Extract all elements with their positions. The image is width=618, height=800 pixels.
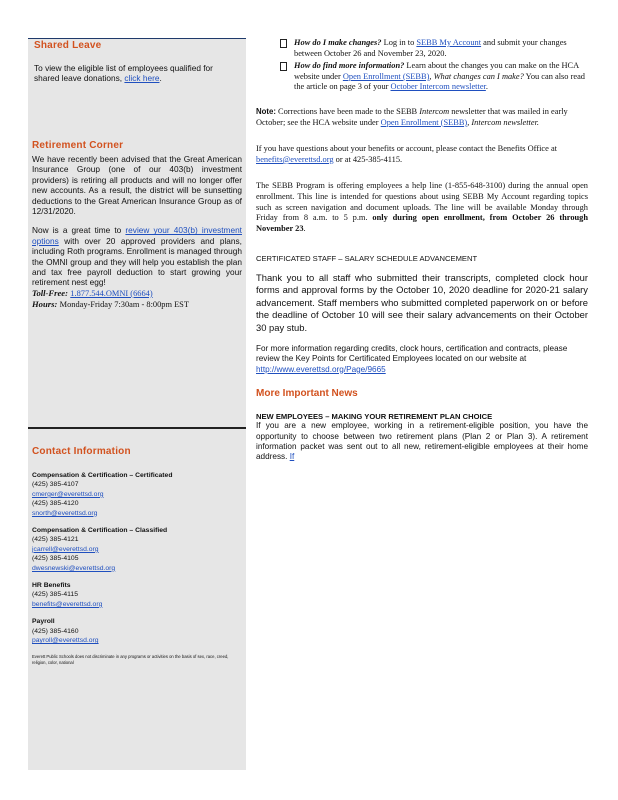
helpline-paragraph bbox=[256, 181, 588, 234]
contact-group-heading: Compensation & Certification – Classified bbox=[32, 527, 168, 535]
helpline-dates: only during open enrollment, from October 26 through November 23 bbox=[256, 213, 589, 233]
retirement-title: Retirement Corner bbox=[32, 140, 124, 151]
checkbox-bullet-icon bbox=[280, 39, 287, 48]
note-label: Note: bbox=[256, 106, 276, 116]
contact-group-heading: Compensation & Certification – Certificated bbox=[32, 472, 173, 479]
shared-leave-body: To view the eligible list of employees qualified for shared leave donations, bbox=[34, 63, 213, 84]
faq-question: How do find more information? bbox=[294, 61, 405, 71]
contact-groups bbox=[32, 471, 242, 646]
faq-item-changes bbox=[256, 38, 588, 59]
new-employees-text: If you are a new employee, working in a retirement-eligible position, you have the opportunity to choose between two retirement plans (Plan 2 or Plan 3). A retirement information packet was sent out to all new, retirement-eligible employees at their home address. bbox=[256, 421, 588, 461]
shared-leave-link[interactable]: click here bbox=[124, 73, 160, 84]
faq-question: How do I make changes? bbox=[294, 38, 382, 47]
certificated-para1: Thank you to all staff who submitted their transcripts, completed clock hour forms and approval forms by the October 10, 2020 deadline for 2020-21 salary advancement. Staff members who submitted completed paperwork on or before the deadline of October 10 will see their salary advancements on their October 30 pay stub. bbox=[256, 271, 588, 333]
key-points-link[interactable]: http://www.everettsd.org/Page/9665 bbox=[256, 364, 386, 374]
faq-subquestion: What changes can I make? bbox=[433, 71, 524, 81]
faq-answer-start: Log in to bbox=[383, 38, 415, 47]
retirement-para2-rest: with over 20 approved providers and plans, including Roth programs. Enrollment is managed through the OMNI group and they will help you establish the plan and tax free payroll deduction to start growing your retirement nest egg! bbox=[32, 235, 242, 288]
hours-line bbox=[32, 299, 242, 310]
note-intercom-newsletter: Intercom newsletter. bbox=[471, 117, 539, 127]
contact-phone: (425) 385-4160 bbox=[32, 627, 79, 635]
checkbox-bullet-icon bbox=[280, 62, 287, 71]
tollfree-line bbox=[32, 288, 242, 299]
note-paragraph bbox=[256, 107, 588, 128]
contact-group bbox=[32, 471, 242, 518]
contact-section bbox=[28, 446, 246, 666]
faq-answer-middle: You can also read the article on page 3 of your bbox=[294, 71, 585, 92]
contact-email-link[interactable]: benefits@everettsd.org bbox=[32, 600, 103, 608]
questions-phone: or at 425-385-4115. bbox=[335, 154, 403, 164]
contact-top-rule bbox=[28, 427, 246, 429]
faq-answer-start: Learn about the changes you can make on the HCA website under bbox=[294, 61, 579, 81]
contact-group-heading: HR Benefits bbox=[32, 582, 71, 590]
note-text-1: Corrections have been made to the SEBB bbox=[278, 106, 418, 116]
note-text-2: newsletter that was mailed in early October; see the HCA website under bbox=[256, 106, 568, 127]
certificated-para2 bbox=[256, 344, 588, 375]
questions-text: If you have questions about your benefits or account, please contact the Benefits Office at bbox=[256, 144, 558, 154]
helpline-text: The SEBB Program is offering employees a help line (1-855-648-3100) during the annual open enrollment. This line is intended for questions about using SEBB My Account regarding topics such as screen navigation and document uploads. The line will be available Monday through Friday from 8 a.m. to 5 p.m. bbox=[256, 181, 588, 223]
new-employees-continue-link[interactable]: If bbox=[289, 451, 295, 461]
retirement-text bbox=[32, 154, 242, 311]
more-news-title: More Important News bbox=[256, 388, 358, 400]
benefits-email-link[interactable]: benefits@everettsd.org bbox=[256, 154, 334, 164]
tollfree-phone-link[interactable]: 1.877.544.OMNI (6664) bbox=[70, 288, 153, 298]
faq-list bbox=[256, 38, 588, 93]
sebb-my-account-link[interactable]: SEBB My Account bbox=[416, 38, 482, 47]
contact-phone: (425) 385-4120 bbox=[32, 500, 79, 508]
contact-phone: (425) 385-4105 bbox=[32, 555, 79, 563]
nondiscrimination-notice: Everett Public Schools does not discriminate in any programs or activities on the basis of sex, race, creed, religion, color, national bbox=[32, 653, 229, 665]
open-enrollment-link[interactable]: Open Enrollment (SEBB) bbox=[342, 71, 430, 81]
questions-paragraph bbox=[256, 144, 588, 165]
note-open-enrollment-link[interactable]: Open Enrollment (SEBB) bbox=[380, 117, 468, 127]
contact-phone: (425) 385-4121 bbox=[32, 536, 79, 544]
contact-group bbox=[32, 526, 242, 573]
contact-email-link[interactable]: jcarrell@everettsd.org bbox=[32, 545, 99, 553]
retirement-section bbox=[28, 140, 246, 311]
shared-leave-period: . bbox=[159, 73, 162, 84]
certificated-heading: CERTIFICATED STAFF – SALARY SCHEDULE ADVANCEMENT bbox=[256, 254, 478, 264]
shared-leave-text bbox=[34, 63, 240, 84]
hours-value: Monday-Friday 7:30am - 8:00pm EST bbox=[59, 300, 189, 310]
contact-phone: (425) 385-4115 bbox=[32, 591, 78, 599]
contact-title: Contact Information bbox=[32, 446, 131, 457]
faq-period: . bbox=[485, 82, 488, 92]
note-intercom: Intercom bbox=[419, 106, 450, 116]
shared-leave-title: Shared Leave bbox=[34, 40, 102, 51]
faq-answer-end: and submit your changes between October 26 and November 23, 2020. bbox=[294, 38, 567, 58]
main-column bbox=[256, 38, 588, 472]
shared-leave-section bbox=[28, 40, 246, 84]
sidebar-top-rule bbox=[28, 38, 246, 39]
contact-email-link[interactable]: dwesnewski@everettsd.org bbox=[32, 564, 116, 572]
hours-label: Hours: bbox=[32, 299, 58, 310]
retirement-para2 bbox=[32, 225, 242, 287]
contact-group bbox=[32, 617, 242, 645]
tollfree-label: Toll-Free: bbox=[32, 287, 68, 298]
certificated-para2-text: For more information regarding credits, clock hours, certification and contracts, please review the Key Points for Certificated Employees located on our website at bbox=[256, 343, 568, 364]
helpline-period: . bbox=[303, 223, 306, 233]
retirement-para2-start: Now is a great time to bbox=[32, 225, 122, 236]
new-employees-heading: NEW EMPLOYEES – MAKING YOUR RETIREMENT PLAN CHOICE bbox=[256, 411, 493, 421]
contact-phone: (425) 385-4107 bbox=[32, 481, 79, 489]
retirement-para1: We have recently been advised that the Great American Insurance Group (one of our 403(b) investment providers) is retiring all products and will no longer offer new accounts. As a result, the district will be sunsetting deductions to the Great American Insurance Group as of 12/31/2020. bbox=[32, 154, 242, 217]
contact-email-link[interactable]: snorth@everettsd.org bbox=[32, 509, 98, 517]
contact-email-link[interactable]: cmerger@everettsd.org bbox=[32, 490, 104, 498]
contact-group-heading: Payroll bbox=[32, 618, 55, 626]
faq-item-info bbox=[256, 61, 588, 93]
contact-email-link[interactable]: payroll@everettsd.org bbox=[32, 637, 99, 645]
review-403b-link[interactable]: review your 403(b) investment options bbox=[32, 225, 242, 246]
contact-group bbox=[32, 581, 242, 609]
intercom-newsletter-link[interactable]: October Intercom newsletter bbox=[390, 82, 486, 92]
new-employees-body bbox=[256, 421, 588, 462]
faq-comma: , bbox=[429, 71, 432, 81]
note-comma: , bbox=[467, 117, 470, 127]
